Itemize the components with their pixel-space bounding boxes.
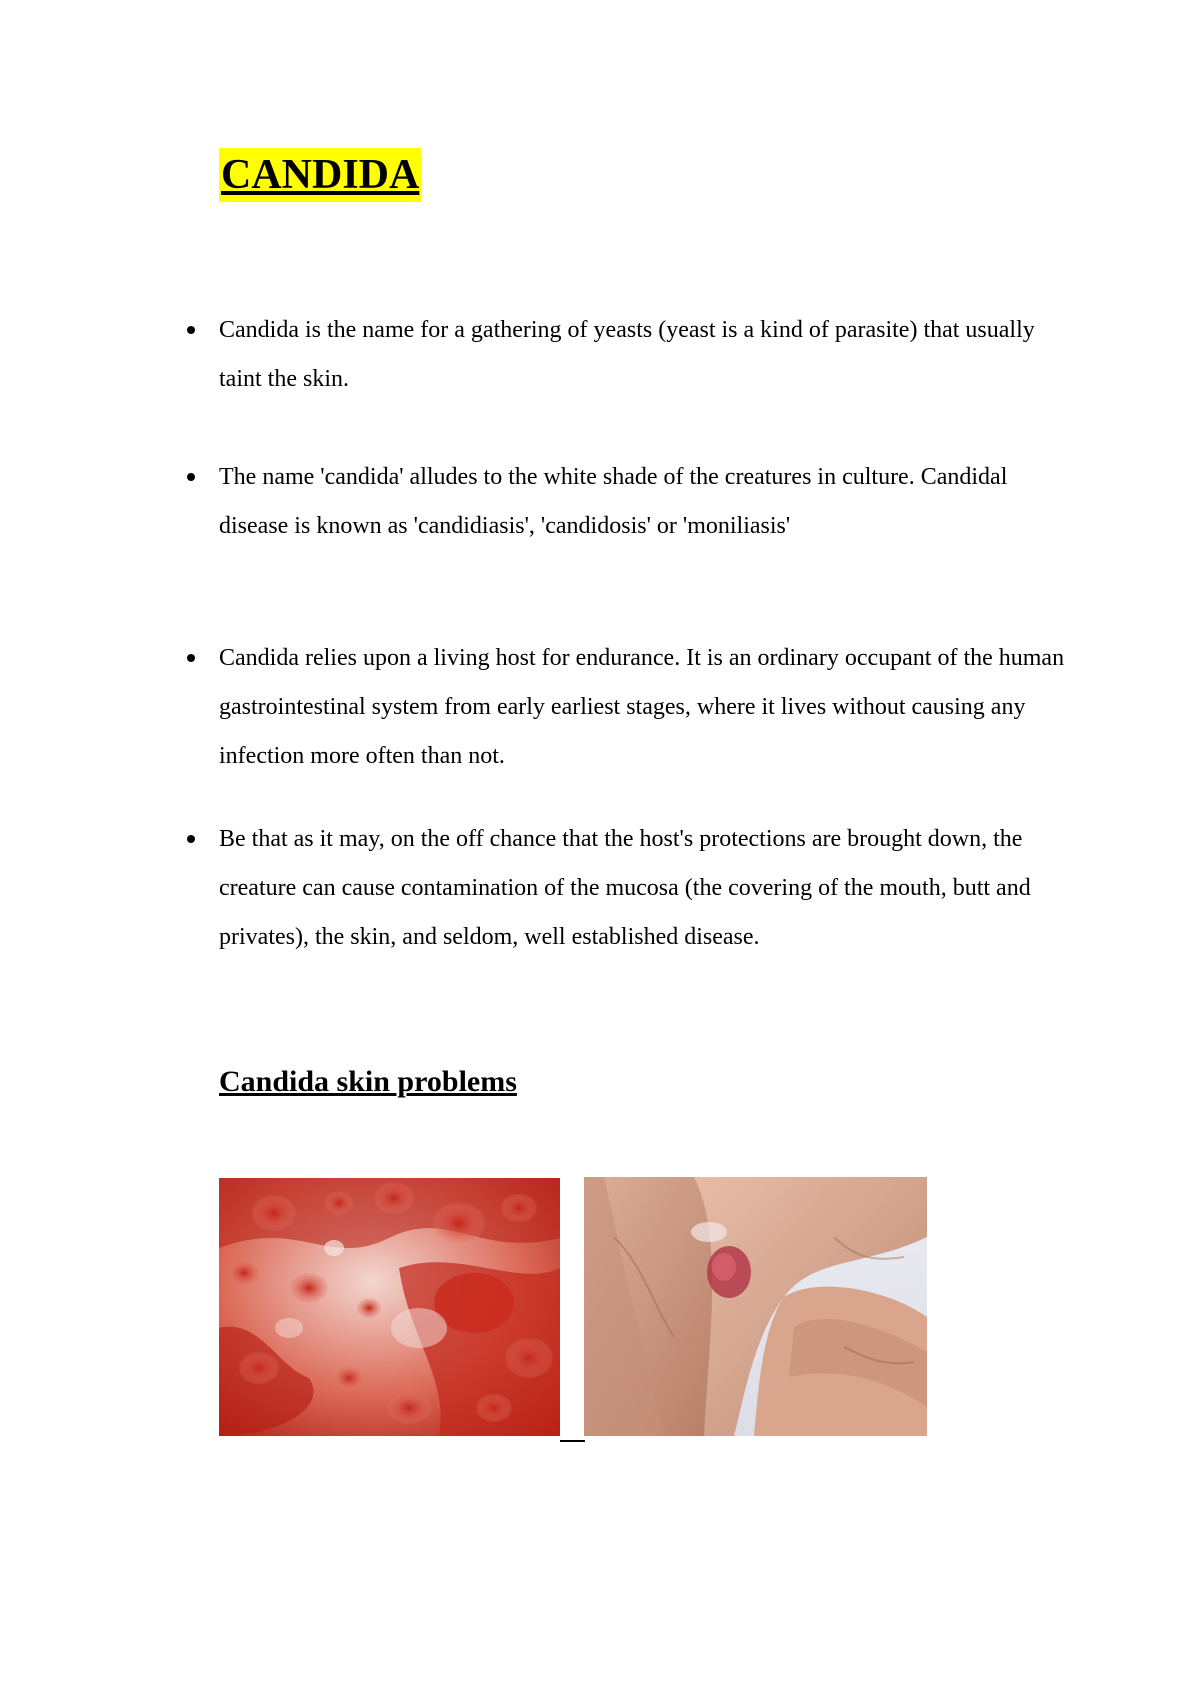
- text-underscore: [560, 1440, 585, 1442]
- list-item: [219, 634, 1079, 781]
- bullet-text: Candida relies upon a living host for endurance. It is an ordinary occupant of the human gastrointestinal system from early earliest stages, where it lives without causing any infection more often than not.: [219, 645, 1065, 769]
- bullet-text: The name 'candida' alludes to the white shade of the creatures in culture. Candidal disease is known as 'candidiasis', 'candidosis' or 'moniliasis': [219, 464, 1008, 539]
- list-item: [219, 306, 1079, 404]
- page-title: CANDIDA: [219, 148, 421, 202]
- bullet-dot-icon: [187, 473, 195, 481]
- bullet-text: Candida is the name for a gathering of yeasts (yeast is a kind of parasite) that usually taint the skin.: [219, 317, 1035, 392]
- list-item: [219, 453, 1079, 551]
- list-item: [219, 815, 1079, 962]
- bullet-dot-icon: [187, 326, 195, 334]
- section-heading: Candida skin problems: [219, 1065, 517, 1098]
- rash-photo: [219, 1178, 560, 1436]
- bullet-dot-icon: [187, 835, 195, 843]
- finger-lesion-photo: [584, 1177, 927, 1436]
- bullet-text: Be that as it may, on the off chance that the host's protections are brought down, the creature can cause contamination of the mucosa (the covering of the mouth, butt and privates), the skin, and seldom, well established disease.: [219, 826, 1031, 950]
- bullet-dot-icon: [187, 654, 195, 662]
